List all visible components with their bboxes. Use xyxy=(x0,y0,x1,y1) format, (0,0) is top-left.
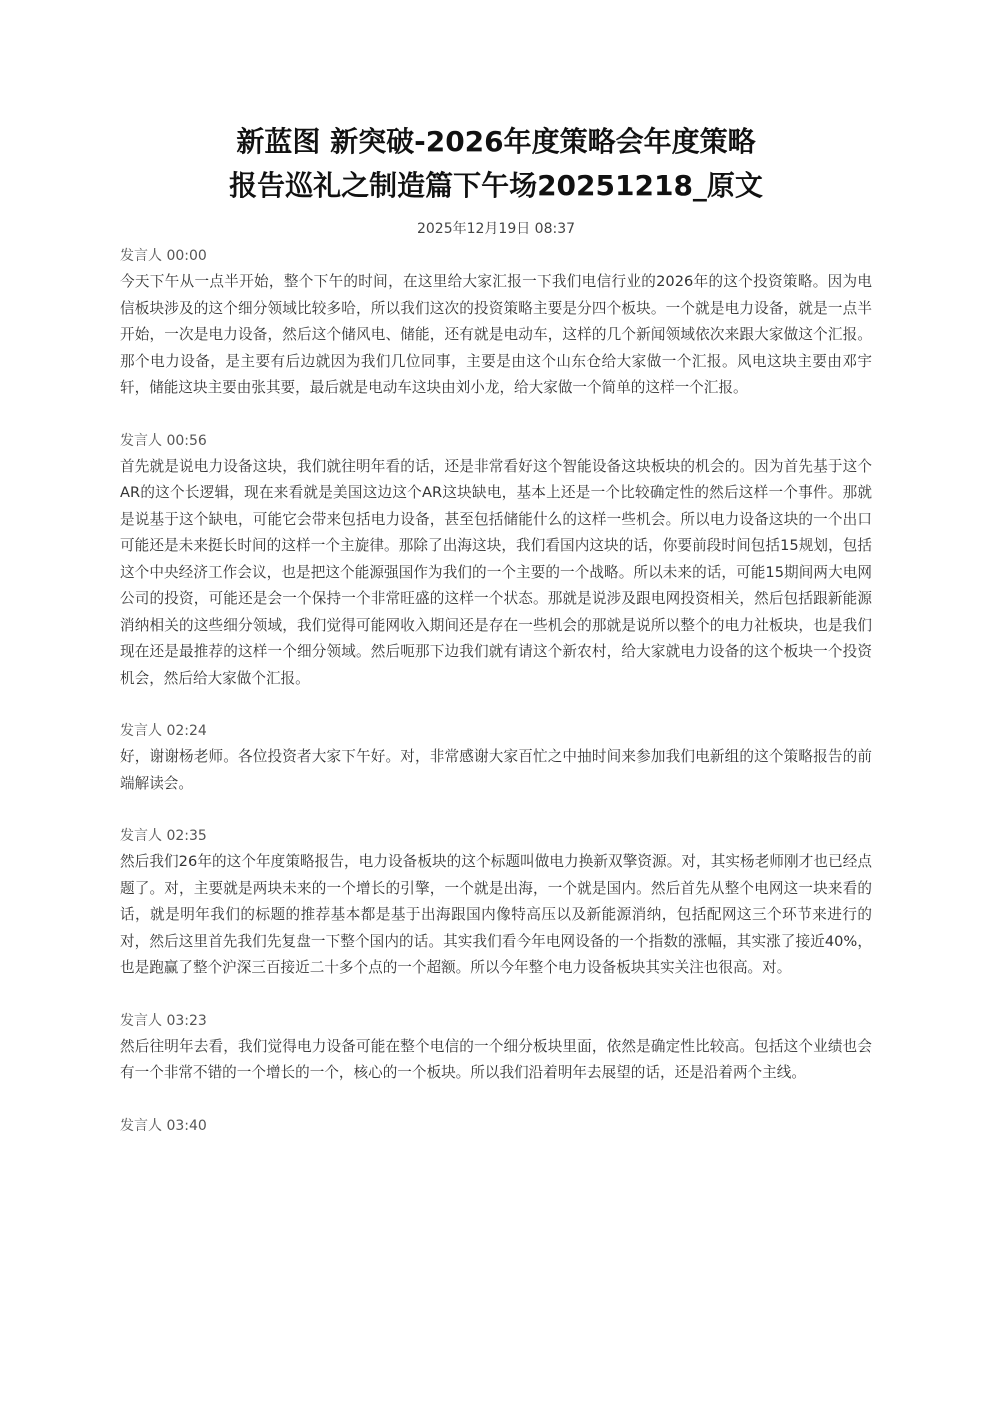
transcript-body xyxy=(120,243,872,1165)
speaker-label: 发言人 00:00 xyxy=(120,248,207,264)
transcript-segment xyxy=(120,718,872,797)
speaker-label: 发言人 03:23 xyxy=(120,1012,207,1029)
transcript-text: 首先就是说电力设备这块，我们就往明年看的话，还是非常看好这个智能设备这块板块的机会的。因为首先基于这个AR的这个长逻辑，现在来看就是美国这边这个AR这块缺电，基本上还是一个比较确定性的然后这样一个事件。那就是说基于这个缺电，可能它会带来包括电力设备，甚至包括储能什么的这样一些机会。所以电力设备这块的一个出口可能还是未来挺长时间的这样一个主旋律。那除了出海这块，我们看国内这块的话，你要前段时间包括15规划，包括这个中央经济工作会议，也是把这个能源强国作为我们的一个主要的一个战略。所以未来的话，可能15期间两大电网公司的投资，可能还是会一个保持一个非常旺盛的这样一个状态。那就是说涉及跟电网投资相关，然后包括跟新能源消纳相关的这些细分领域，我们觉得可能网收入期间还是存在一些机会的那就是说所以整个的电力社板块，也是我们现在还是最推荐的这样一个细分领域。然后呃那下边我们就有请这个新农村，给大家就电力设备的这个板块一个投资机会，然后给大家做个汇报。 xyxy=(120,457,872,687)
transcript-segment xyxy=(120,428,872,693)
title-line-1: 新蓝图 新突破-2026年度策略会年度策略 xyxy=(236,125,756,158)
transcript-text: 今天下午从一点半开始，整个下午的时间，在这里给大家汇报一下我们电信行业的2026年的这个投资策略。因为电信板块涉及的这个细分领域比较多哈，所以我们这次的投资策略主要是分四个板块。一个就是电力设备，就是一点半开始，一次是电力设备，然后这个储风电、储能，还有就是电动车，这样的几个新闻领域依次来跟大家做这个汇报。那个电力设备，是主要有后边就因为我们几位同事，主要是由这个山东仓给大家做一个汇报。风电这块主要由邓宇轩，储能这块主要由张其要，最后就是电动车这块由刘小龙，给大家做一个简单的这样一个汇报。 xyxy=(120,273,872,396)
document-timestamp: 2025年12月19日 08:37 xyxy=(416,221,576,237)
speaker-label: 发言人 02:35 xyxy=(120,828,207,844)
document-title xyxy=(120,120,872,208)
transcript-text: 好，谢谢杨老师。各位投资者大家下午好。对，非常感谢大家百忙之中抽时间来参加我们电新组的这个策略报告的前端解读会。 xyxy=(120,748,872,792)
transcript-text: 然后我们26年的这个年度策略报告，电力设备板块的这个标题叫做电力换新双擎资源。对，其实杨老师刚才也已经点题了。对，主要就是两块未来的一个增长的引擎，一个就是出海，一个就是国内。然后首先从整个电网这一块来看的话，就是明年我们的标题的推荐基本都是基于出海跟国内像特高压以及新能源消纳，包括配网这三个环节来进行的对，然后这里首先我们先复盘一下整个国内的话。其实我们看今年电网设备的一个指数的涨幅，其实涨了接近40%，也是跑赢了整个沪深三百接近二十多个点的一个超额。所以今年整个电力设备板块其实关注也很高。对。 xyxy=(120,853,872,976)
transcript-text: 然后往明年去看，我们觉得电力设备可能在整个电信的一个细分板块里面，依然是确定性比较高。包括这个业绩也会有一个非常不错的一个增长的一个，核心的一个板块。所以我们沿着明年去展望的话，还是沿着两个主线。 xyxy=(120,1037,872,1081)
speaker-label: 发言人 03:40 xyxy=(120,1117,207,1134)
speaker-label: 发言人 02:24 xyxy=(120,723,207,739)
transcript-segment xyxy=(120,243,872,402)
speaker-label: 发言人 00:56 xyxy=(120,432,207,449)
transcript-segment xyxy=(120,823,872,982)
title-line-2: 报告巡礼之制造篇下午场20251218_原文 xyxy=(229,169,763,202)
transcript-segment xyxy=(120,1113,872,1139)
transcript-segment xyxy=(120,1008,872,1087)
